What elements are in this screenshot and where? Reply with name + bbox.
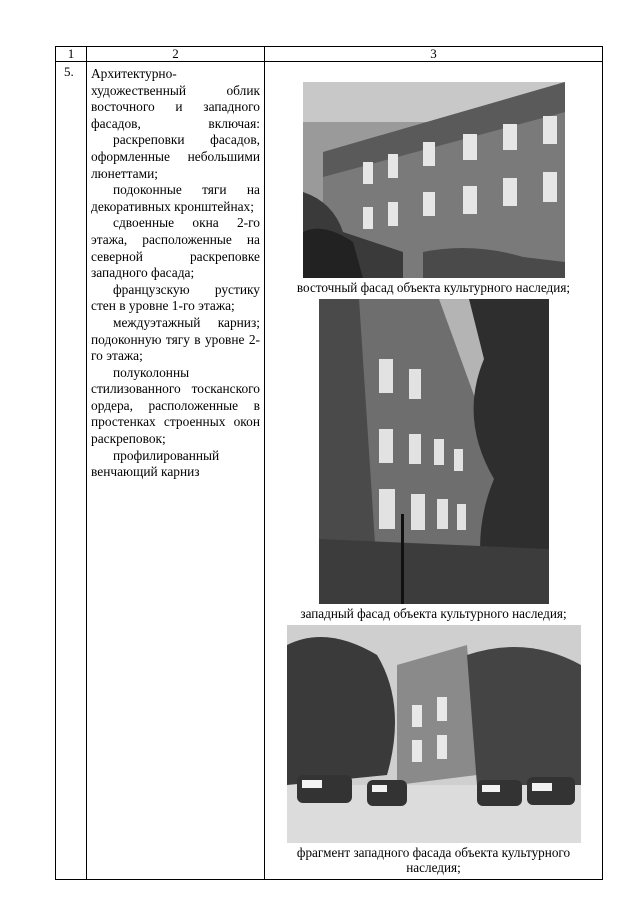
description-item: междуэтажный карниз; подоконную тягу в уровне 2-го этажа; [91,314,260,364]
photo-caption: восточный фасад объекта культурного наследия; [296,280,571,295]
heritage-table [55,46,603,880]
description-intro: Архитектурно-художественный облик восточного и западного фасадов, включая: [91,66,260,131]
photos-cell [265,62,603,880]
description-item: полуколонны стилизованного тосканского ордера, расположенные в простенках строенных окон раскреповок; [91,364,260,447]
description-item: подоконные тяги на декоративных кронштейнах; [91,182,260,214]
photo-caption: фрагмент западного фасада объекта культурного наследия; [296,845,571,875]
header-col-2: 2 [87,47,265,62]
description-item: французскую рустику стен в уровне 1-го этажа; [91,281,260,314]
photo-caption: западный фасад объекта культурного наследия; [300,606,567,621]
description-item: профилированный венчающий карниз [91,447,220,480]
description-item: раскреповки фасадов, оформленные небольшими люнеттами; [91,132,260,181]
header-col-1: 1 [56,47,87,62]
header-col-3: 3 [265,47,603,62]
row-number: 5. [56,62,87,880]
header-row [56,47,603,62]
table-row [56,62,603,880]
west-facade-photo [319,299,549,604]
description-item: сдвоенные окна 2-го этажа, расположенные на северной раскреповке западного фасада; [91,215,260,281]
west-facade-fragment-photo [287,625,581,843]
east-facade-photo [303,82,565,278]
description-cell [87,62,265,880]
